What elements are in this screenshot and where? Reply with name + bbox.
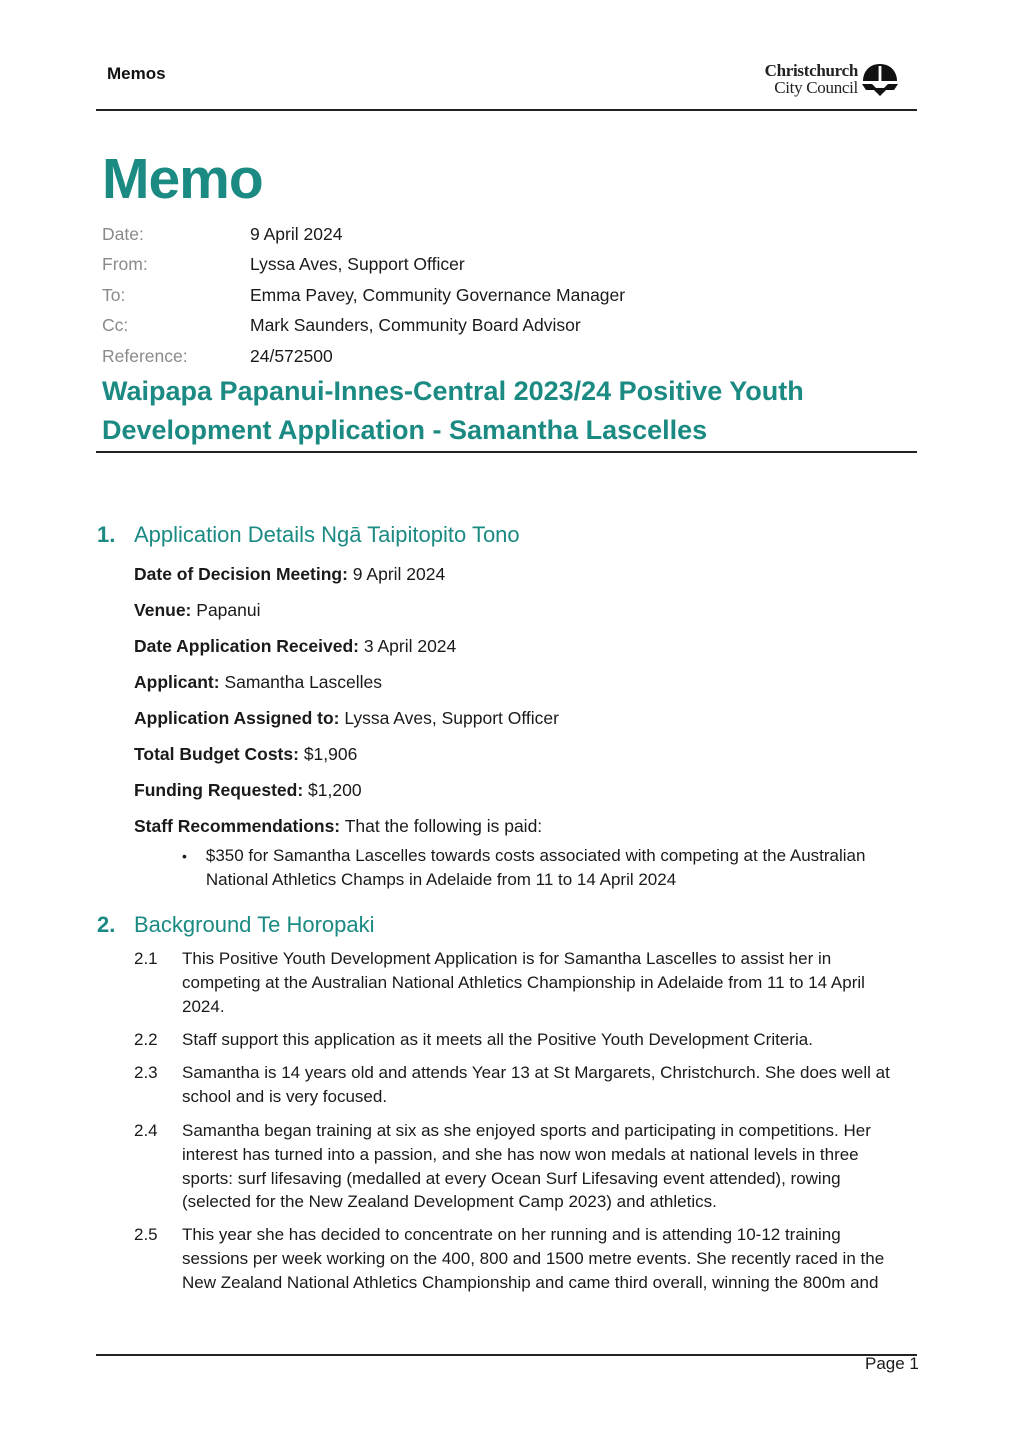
paragraph-text: This Positive Youth Development Application is for Samantha Lascelles to assist her in competing at the Australian National Athletics Championship in Adelaide from 11 to 14 April 2024. <box>182 949 865 1016</box>
section-number: 1. <box>97 522 116 547</box>
header-section-label: Memos <box>107 64 166 83</box>
field-value: $1,200 <box>308 780 362 800</box>
field-value: 3 April 2024 <box>363 636 457 656</box>
meta-row-from <box>102 250 902 281</box>
paragraph-2-2 <box>134 1028 914 1052</box>
cathedral-logo-icon <box>860 63 900 99</box>
paragraph-number: 2.5 <box>134 1225 158 1244</box>
field-key: Application Assigned to: <box>134 708 340 728</box>
field-date-received <box>134 636 456 657</box>
section-2-heading <box>97 912 375 938</box>
paragraph-number: 2.4 <box>134 1121 158 1140</box>
meta-value: Mark Saunders, Community Board Advisor <box>250 315 581 336</box>
subject-line-1: Waipapa Papanui-Innes-Central 2023/24 Positive Youth <box>102 376 804 406</box>
field-value: Lyssa Aves, Support Officer <box>344 708 559 728</box>
meta-value: Lyssa Aves, Support Officer <box>250 254 465 275</box>
meta-row-reference <box>102 341 902 372</box>
field-value: That the following is paid: <box>344 816 543 836</box>
field-staff-recommendations <box>134 816 542 837</box>
meta-key: Cc: <box>102 315 129 336</box>
logo-wordmark <box>746 62 858 96</box>
field-key: Venue: <box>134 600 192 620</box>
subject-rule <box>96 451 917 453</box>
field-key: Date Application Received: <box>134 636 359 656</box>
field-funding-requested <box>134 780 362 801</box>
memo-title: Memo <box>102 147 263 211</box>
meta-key: Reference: <box>102 345 188 366</box>
footer-rule <box>96 1354 917 1356</box>
field-decision-meeting <box>134 564 445 585</box>
meta-key: Date: <box>102 223 144 244</box>
paragraph-2-4 <box>134 1119 914 1214</box>
meta-value: Emma Pavey, Community Governance Manager <box>250 284 626 305</box>
field-key: Applicant: <box>134 672 220 692</box>
header-rule <box>96 109 917 111</box>
section-title: Background Te Horopaki <box>134 912 375 937</box>
field-key: Date of Decision Meeting: <box>134 564 348 584</box>
meta-value: 24/572500 <box>250 345 333 366</box>
logo-line-2: City Council <box>774 78 858 97</box>
paragraph-2-5 <box>134 1223 914 1294</box>
field-applicant <box>134 672 382 693</box>
meta-key: To: <box>102 284 126 305</box>
paragraph-number: 2.3 <box>134 1063 158 1082</box>
field-key: Total Budget Costs: <box>134 744 299 764</box>
page-number: Page 1 <box>865 1354 919 1373</box>
section-1-heading <box>97 522 520 548</box>
paragraph-text: This year she has decided to concentrate on her running and is attending 10-12 training sessions per week working on the 400, 800 and 1500 metre events. She recently raced in the New Zealand National Athletics Championship and came third overall, winning the 800m and <box>182 1225 885 1292</box>
paragraph-text: Staff support this application as it meets all the Positive Youth Development Criteria. <box>182 1030 813 1049</box>
meta-row-cc <box>102 311 902 342</box>
logo-line-1: Christchurch <box>764 61 858 80</box>
meta-row-date <box>102 219 902 250</box>
field-venue <box>134 600 261 621</box>
field-key: Staff Recommendations: <box>134 816 341 836</box>
recommendation-bullet <box>182 844 902 892</box>
paragraph-2-1 <box>134 947 914 1018</box>
subject-line-2: Development Application - Samantha Lascelles <box>102 415 708 445</box>
bullet-text: $350 for Samantha Lascelles towards costs associated with competing at the Australian National Athletics Champs in Adelaide from 11 to 14 April 2024 <box>205 846 866 889</box>
field-value: 9 April 2024 <box>352 564 446 584</box>
bullet-icon: • <box>182 848 187 864</box>
memo-meta-table <box>102 219 902 372</box>
section-number: 2. <box>97 912 116 937</box>
paragraph-number: 2.1 <box>134 949 158 968</box>
field-value: Papanui <box>196 600 261 620</box>
field-total-budget <box>134 744 357 765</box>
paragraph-number: 2.2 <box>134 1030 158 1049</box>
paragraph-2-3 <box>134 1061 914 1109</box>
paragraph-text: Samantha is 14 years old and attends Year 13 at St Margarets, Christchurch. She does well at school and is very focused. <box>182 1063 890 1106</box>
section-title: Application Details Ngā Taipitopito Tono <box>134 522 520 547</box>
field-assigned-to <box>134 708 559 729</box>
meta-key: From: <box>102 254 148 275</box>
meta-row-to <box>102 280 902 311</box>
memo-subject <box>102 372 902 450</box>
field-value: Samantha Lascelles <box>224 672 383 692</box>
meta-value: 9 April 2024 <box>250 223 343 244</box>
paragraph-text: Samantha began training at six as she enjoyed sports and participating in competitions. Her interest has turned into a passion, and she has now won medals at national levels in three sports: surf lifesaving (medalled at every Ocean Surf Lifesaving event attended), rowing (selected for the New Zealand Development Camp 2023) and athletics. <box>182 1121 871 1212</box>
council-logo <box>746 62 906 102</box>
field-value: $1,906 <box>303 744 358 764</box>
field-key: Funding Requested: <box>134 780 304 800</box>
